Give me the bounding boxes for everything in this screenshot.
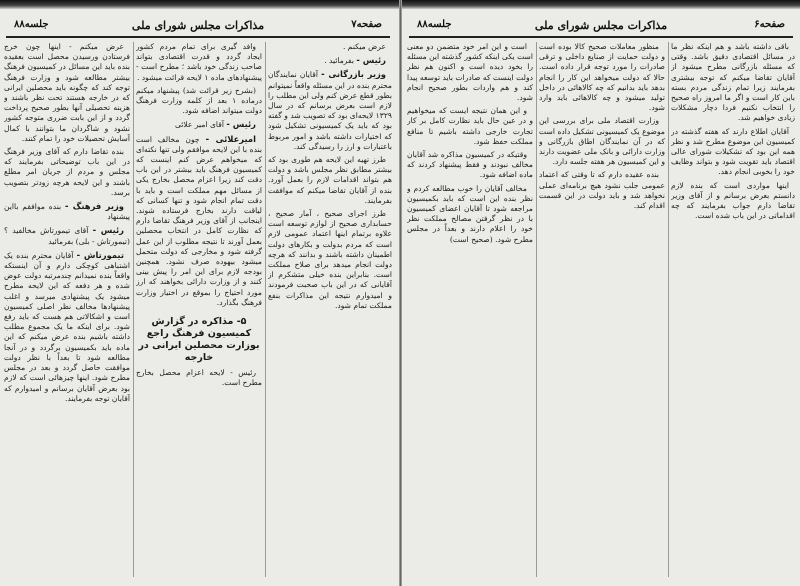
column-divider <box>133 42 134 577</box>
left-page <box>0 12 396 586</box>
paragraph-text: (بشرح زیر قرائت شد) پیشنهاد میکنم درماده ۱ بعد از کلمه وزارت فرهنگ دولت میتواند اضافه شود. <box>136 85 262 116</box>
paragraph-text: بنده تقاضا دارم که آقای وزیر فرهنگ در این باب توضیحاتی بفرمایند که مجلس و مردم از جریان امر مطلع باشند و این لایحه هرچه زودتر بتصویب برسد. <box>4 147 130 197</box>
column-2 <box>539 42 665 582</box>
paragraph-text: و این همان نتیجه ایست که میخواهیم و در عین حال باید نظارت کامل بر کار تجارت خارجی داشته باشیم تا منافع مملکت حفظ شود. <box>407 106 533 146</box>
speaker-name: رئیس - <box>356 55 386 66</box>
paragraph <box>4 42 130 144</box>
paragraph-text: است و این امر خود متضمن دو معنی است یکی اینکه کشور گذشته این مسئله را بخود دیده است و اکنون هم نظر دولت اینست که صادرات باید توسعه پیدا کند و هم واردات بطور صحیح انجام شود. <box>407 42 533 103</box>
paragraph-text: بفرمائید . <box>324 56 354 66</box>
paragraph-text: اینها مواردی است که بنده لازم دانستم بعرض برسانم و از آقای وزیر تقاضا دارم جواب بفرمایند که چه اقداماتی در این باب شده است. <box>671 180 795 221</box>
paragraph-text: وقتیکه در کمیسیون مذاکره شد آقایان مخالف نبودند و فقط پیشنهاد کردند که ماده اضافه شود. <box>407 150 533 180</box>
section-intro: رئیس - لایحه اعزام محصل بخارج مطرح است. <box>136 368 262 388</box>
session-number: جلسه۸۸ <box>14 19 49 30</box>
speaker-name: وزیر فرهنگ - <box>64 201 124 212</box>
paragraph <box>4 147 130 198</box>
paragraph <box>4 201 130 222</box>
speaker-name: رئیس - <box>226 119 256 130</box>
paragraph <box>407 106 533 147</box>
paragraph-text: آقایان نمایندگان محترم بنده در این مسئله واقعاً نمیتوانم بطور قطع عرض کنم ولی این مطلب را لازم است بعرض برسانم که در سال ۱۳۲۹ لایحه‌ای بود که تصویب شد و گفته بود که باید یک کمیسیونی تشکیل شود که اختیارات داشته باشد و امور مربوط باعتبارات و ارز را رسیدگی کند. <box>268 70 392 151</box>
paragraph <box>407 150 533 181</box>
publication-title: مذاکرات مجلس شورای ملی <box>131 19 265 32</box>
column-1 <box>268 42 392 582</box>
paragraph <box>268 42 392 52</box>
paragraph <box>268 55 392 66</box>
paragraph-text: منظور معاملات صحیح کالا بوده است و دولت حمایت از صنایع داخلی و ترقی صادرات را مورد توجه قرار داده است. حالا که دولت میخواهد این کار را انجام بدهد باید بدانیم که چه کالاهائی در داخل تولید میشود و چه کالاهائی باید وارد شود. <box>539 42 665 113</box>
paragraph-text: آقایان محترم بنده یک اشتباهی کوچکی دارم و آن اینستکه واقعاً بنده نمیدانم چندمرتبه دولت عوض شده و هر دفعه که این لایحه مطرح میشود یک پیشنهادی میرسد و اغلب پیشنهادها مخالف نظر اصلی کمیسیون است و اشکالاتی هم هست که باید رفع شود. برای اینکه ما یک مجموع مطلب داشته باشیم بنده عرض میکنم که این ماده باید بکمیسیون برگردد و در آنجا مطالعه شود تا بعداً با نظر دولت موافقت حاصل گردد و بعد در مجلس مطرح شود. اینها چیزهائی است که لازم بود بعرض آقایان برسانم و امیدوارم که آقایان توجه بفرمایند. <box>4 250 130 403</box>
page-number: صفحه۶ <box>754 19 785 30</box>
page-number: صفحه۷ <box>351 19 382 30</box>
paragraph <box>671 42 795 124</box>
speaker-name: رئیس - <box>92 225 124 236</box>
page-fold <box>399 0 402 586</box>
paragraph-text: وافد گیری برای تمام مردم کشور ایجاد گردد و قدرت اقتصادی بتواند صاحب زندگی خود باشد ؛ مطرح است - پیشنهادهای ماده ۱ لایحه قرائت میشود . <box>136 42 262 82</box>
paragraph <box>136 119 262 130</box>
paragraph-text: عرض میکنم . <box>342 42 386 51</box>
paragraph-text: وزارت اقتصاد ملی برای بررسی این موضوع یک کمیسیونی تشکیل داده است که در آن نمایندگان اطاق بازرگانی و وزارت دارائی و بانک ملی عضویت دارند و این کمیسیون هر هفته جلسه دارد. <box>539 116 665 167</box>
paragraph-text: باقی داشته باشد و هم اینکه نظر ما در مسائل اقتصادی دقیق باشد. وقتی که مسئله بازرگانی مطرح میشود از آقایان تقاضا میکنم که توجه بیشتری بفرمایند زیرا تمام زندگی مردم بسته باین کار است و اگر ما امروز راه صحیح را انتخاب نکنیم فردا دچار مشکلات زیادی خواهیم شد. <box>671 42 795 123</box>
column-1 <box>671 42 795 582</box>
page-header <box>6 16 390 36</box>
column-3 <box>4 42 130 582</box>
paragraph <box>671 127 795 178</box>
column-divider <box>536 42 537 577</box>
paragraph <box>4 225 130 246</box>
column-divider <box>668 42 669 577</box>
speaker-name: وزیر بازرگانی - <box>321 69 386 80</box>
paragraph-text: مخالف آقایان را خوب مطالعه کردم و نظر بنده این است که باید بکمیسیون مراجعه شود تا آقایان اعضای کمیسیون با در نظر گرفتن مصالح مملکت نظر خود را اعلام دارند و بعداً در مجلس مطرح شود. (صحیح است) <box>407 183 533 244</box>
column-3 <box>407 42 533 582</box>
paragraph-text: بنده عقیده دارم که تا وقتی که اعتماد عمومی جلب نشود هیچ برنامه‌ای عملی نخواهد شد و باید دولت در این قسمت اقدام کند. <box>539 170 665 211</box>
paragraph <box>671 181 795 222</box>
paragraph-text: آقایان اطلاع دارند که هفته گذشته در کمیسیون این موضوع مطرح شد و نظر همه این بود که تشکیلات شورای عالی اقتصاد باید تقویت شود و بتواند وظایف خود را بخوبی انجام دهد. <box>671 126 795 177</box>
paragraph <box>407 184 533 245</box>
paragraph <box>407 42 533 103</box>
paragraph-text: آقای تیمورتاش مخالفید ؟ (تیمورتاش - بلی) بفرمائید <box>4 226 130 246</box>
paragraph-text: طرز اجرای صحیح ، آمار صحیح ، حسابداری صحیح از لوازم توسعه است علاوه برتمام اینها اعتماد عمومی لازم است که مردم بدولت و بکارهای دولت اطمینان داشته باشند و بدانند که هرچه دولت انجام میدهد برای صلاح مملکت است. بنابراین بنده خیلی متشکرم از آقایانی که در این باب صحبت فرمودند و امیدوارم نتیجه این مذاکرات بنفع مملکت تمام شود. <box>268 209 392 310</box>
paragraph <box>539 170 665 211</box>
page-header <box>409 16 793 36</box>
column-2 <box>136 42 262 582</box>
right-page <box>403 12 799 586</box>
paragraph <box>136 42 262 83</box>
paragraph <box>539 42 665 113</box>
paragraph-text: طرز تهیه این لایحه هم طوری بود که بیشتر مطابق نظر مجلس باشد و دولت هم بتواند اقدامات لازم را بعمل آورد. بنده از آقایان تقاضا میکنم که موافقت بفرمایند. <box>268 155 392 205</box>
column-divider <box>265 42 266 577</box>
paragraph-text: چون مخالف است بنده با این لایحه موافقم ولی تنها نکته‌ای که میخواهم عرض کنم اینست که کمیسیون فرهنگ باید بیشتر در این باب دقت کند زیرا اعزام محصل بخارج یکی از مسائل مهم مملکت است و باید با دقت تمام انجام شود و تنها کسانی که لیاقت دارند بخارج فرستاده شوند. اینجانب از آقای وزیر فرهنگ تقاضا دارم که نظارت کامل در انتخاب محصلین بعمل آورند تا نتیجه مطلوب از این عمل گرفته شود و مخارجی که دولت متحمل میشود بیهوده صرف نشود. همچنین بودجه لازم برای این امر را پیش بینی کنند و از وزارت دارائی بخواهند که ارز مورد احتیاج را بموقع در اختیار وزارت فرهنگ بگذارد. <box>136 134 262 307</box>
session-number: جلسه۸۸ <box>417 19 452 30</box>
paragraph <box>539 116 665 167</box>
paragraph-text: عرض میکنم - اینها چون خرج فرستادن ورسیدن محصل است بعقیده بنده باید این مسائل در کمیسیون فرهنگ بیشتر مطالعه شود و وزارت فرهنگ توجه کند که چگونه باید محصلین ایرانی که در خارجه هستند تحت نظر باشند و هزینه تحصیلی آنها بطور صحیح پرداخت گردد و از این بابت ضرری متوجه کشور نشود و شاگردان ما بتوانند با کمال آسایش تحصیلات خود را تمام کنند. <box>4 42 130 143</box>
paragraph <box>268 209 392 311</box>
speaker-name: تیمورتاش - <box>76 249 124 260</box>
paragraph <box>136 134 262 308</box>
paragraph-text: بنده موافقم بااین پیشنهاد <box>4 202 130 222</box>
section-heading: ۵- مذاکره در گزارش کمیسیون فرهنگ راجع بوزارت محصلین ایرانی در خارجه <box>138 316 260 364</box>
header-rule <box>6 36 390 38</box>
paragraph <box>268 155 392 206</box>
paragraph-text: آقای امیر علائی <box>174 120 224 130</box>
paragraph <box>4 250 130 404</box>
header-rule <box>409 36 793 38</box>
paragraph <box>268 69 392 152</box>
publication-title: مذاکرات مجلس شورای ملی <box>534 19 668 32</box>
speaker-name: امیرعلائی - <box>205 133 256 144</box>
paragraph <box>136 86 262 117</box>
